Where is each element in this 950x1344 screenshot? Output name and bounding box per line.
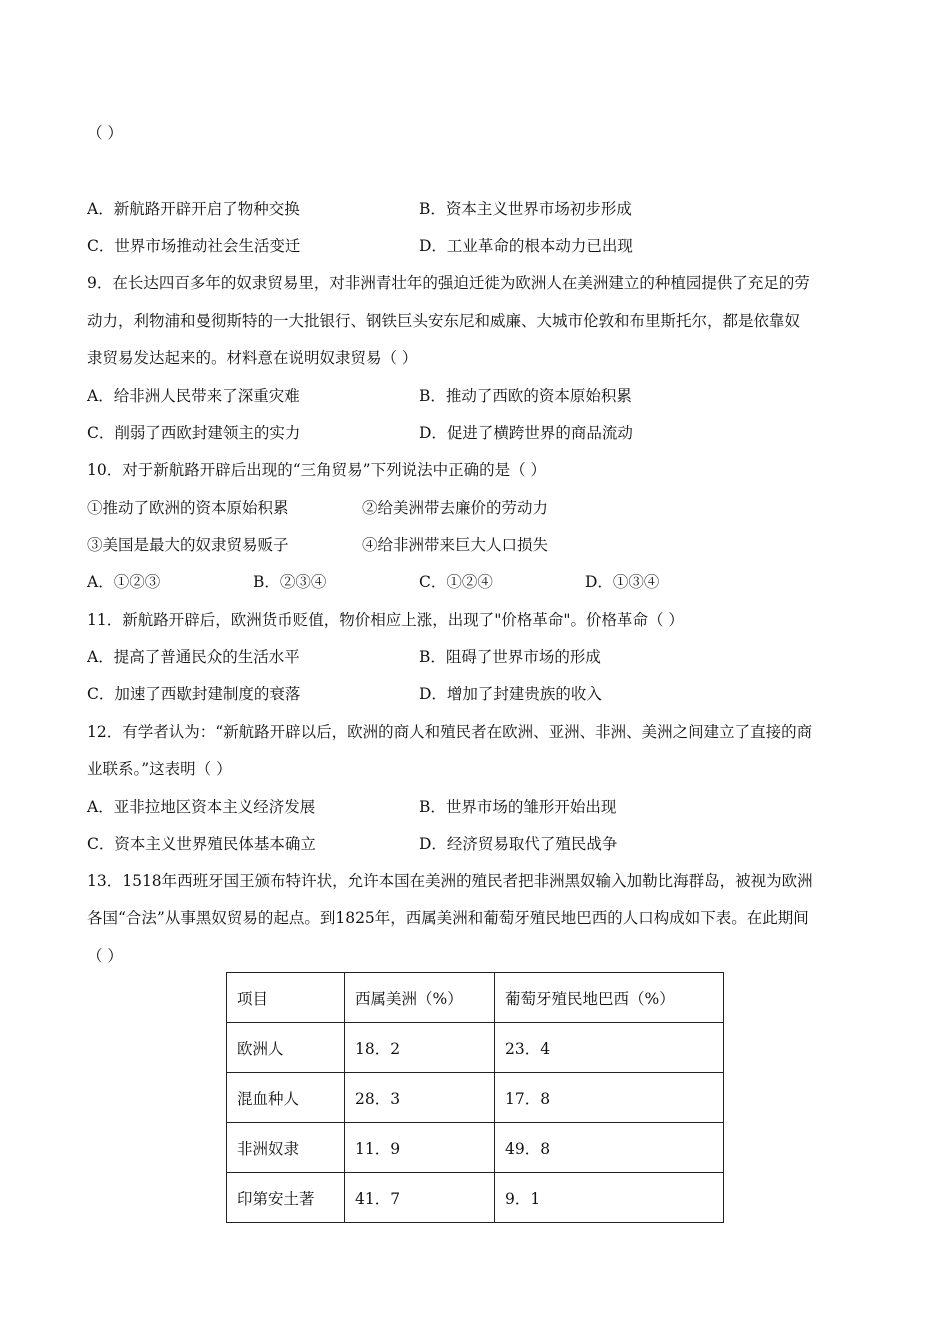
q11-stem: 11．新航路开辟后，欧洲货币贬值，物价相应上涨，出现了"价格革命"。价格革命（ ） [87,611,684,629]
table-row [227,1123,724,1173]
q11-option-d: D．增加了封建贵族的收入 [419,685,602,703]
q10-option-d: D．①③④ [585,573,660,591]
table-cell: 18．2 [345,1023,495,1073]
q10-statement-4: ④给非洲带来巨大人口损失 [362,536,549,554]
q12-option-c: C．资本主义世界殖民体基本确立 [87,835,316,853]
q8-option-a: A．新航路开辟开启了物种交换 [87,200,300,218]
q8-option-b: B．资本主义世界市场初步形成 [419,200,632,218]
q12-option-b: B．世界市场的雏形开始出现 [419,798,617,816]
q10-option-b: B．②③④ [253,573,327,591]
table-cell: 混血种人 [227,1073,345,1123]
table-row [227,1073,724,1123]
q8-option-d: D．工业革命的根本动力已出现 [419,237,633,255]
population-table [226,972,724,1223]
q9-stem-line3: 隶贸易发达起来的。材料意在说明奴隶贸易（ ） [87,349,418,367]
q13-stem-line1: 13．1518年西班牙国王颁布特许状，允许本国在美洲的殖民者把非洲黑奴输入加勒比海群岛，被视为欧洲 [87,872,813,890]
table-cell: 印第安土著 [227,1173,345,1223]
q11-option-b: B．阻碍了世界市场的形成 [419,648,601,666]
table-cell: 欧洲人 [227,1023,345,1073]
table-cell: 49．8 [495,1123,724,1173]
table-cell: 非洲奴隶 [227,1123,345,1173]
q9-option-b: B．推动了西欧的资本原始积累 [419,387,632,405]
q11-option-c: C．加速了西歇封建制度的衰落 [87,685,301,703]
table-header-cell: 西属美洲（%） [345,973,495,1023]
q10-stem: 10．对于新航路开辟后出现的“三角贸易”下列说法中正确的是（ ） [87,461,547,479]
q12-stem-line2: 业联系。”这表明（ ） [87,760,232,778]
q12-stem-line1: 12．有学者认为：“新航路开辟以后，欧洲的商人和殖民者在欧洲、亚洲、非洲、美洲之间建立了直接的商 [87,723,813,741]
q8-option-c: C．世界市场推动社会生活变迁 [87,237,301,255]
table-cell: 9．1 [495,1173,724,1223]
q9-option-d: D．促进了横跨世界的商品流动 [419,424,633,442]
q13-stem-line2: 各国“合法”从事黑奴贸易的起点。到1825年，西属美洲和葡萄牙殖民地巴西的人口构成如下表。在此期间 [87,909,809,927]
q10-option-c: C．①②④ [419,573,493,591]
table-cell: 23．4 [495,1023,724,1073]
table-cell: 17．8 [495,1073,724,1123]
q10-statement-3: ③美国是最大的奴隶贸易贩子 [87,536,289,554]
table-cell: 28．3 [345,1073,495,1123]
q13-stem-line3: （ ） [87,947,123,965]
table-row [227,1023,724,1073]
q10-statement-2: ②给美洲带去廉价的劳动力 [362,499,549,517]
q9-stem-line2: 动力，利物浦和曼彻斯特的一大批银行、钢铁巨头安东尼和威廉、大城市伦敦和布里斯托尔，都是依靠奴 [87,312,801,330]
top-paren: （ ） [87,124,123,142]
q11-option-a: A．提高了普通民众的生活水平 [87,648,300,666]
q9-stem-line1: 9．在长达四百多年的奴隶贸易里，对非洲青壮年的强迫迁徙为欧洲人在美洲建立的种植园提供了充足的劳 [87,274,810,292]
q10-option-a: A．①②③ [87,573,161,591]
table-header-row [227,973,724,1023]
table-header-cell: 项目 [227,973,345,1023]
q9-option-c: C．削弱了西欧封建领主的实力 [87,424,301,442]
q12-option-a: A．亚非拉地区资本主义经济发展 [87,798,316,816]
table-cell: 11．9 [345,1123,495,1173]
table-row [227,1173,724,1223]
q12-option-d: D．经济贸易取代了殖民战争 [419,835,618,853]
table-header-cell: 葡萄牙殖民地巴西（%） [495,973,724,1023]
table-cell: 41．7 [345,1173,495,1223]
q9-option-a: A．给非洲人民带来了深重灾难 [87,387,300,405]
q10-statement-1: ①推动了欧洲的资本原始积累 [87,499,289,517]
